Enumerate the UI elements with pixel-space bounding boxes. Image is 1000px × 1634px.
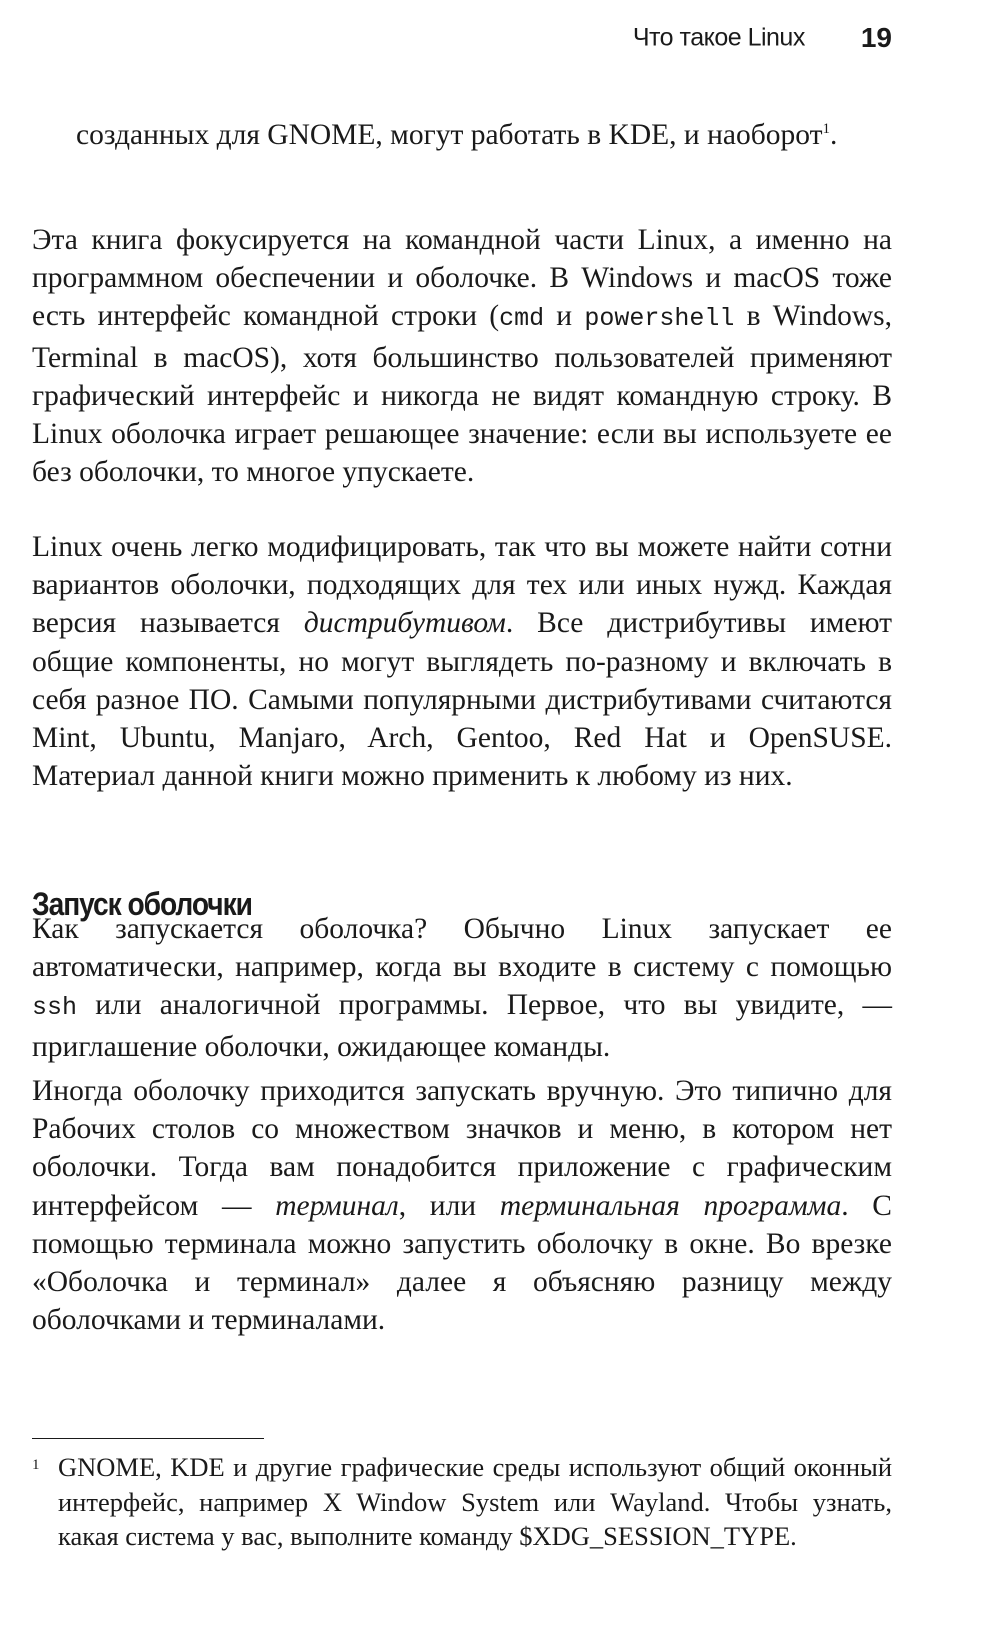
paragraph-1-text-a: Эта книга фокусируется на командной части Linux, а именно на программном обеспечении и оболочке. В Windows и macOS тоже есть интерфейс командной строки ( (32, 224, 892, 333)
paragraph-1 (32, 221, 892, 491)
footnote-mark: 1 (32, 1457, 40, 1473)
running-title: Что такое Linux (632, 23, 805, 52)
paragraph-3-text-a: Как запускается оболочка? Обычно Linux запускает ее автоматически, например, когда вы входите в систему с помощью (32, 913, 892, 984)
paragraph-4-text-a: Иногда оболочку приходится запускать вручную. Это типично для Рабочих столов со множеством значков и меню, в котором нет оболочки. Тогда вам понадобится приложение с графическим интерфейсом — (32, 1075, 892, 1222)
paragraph-1-text-b: и (544, 300, 585, 333)
paragraph-3 (32, 910, 892, 1066)
paragraph-1-text-c: в Windows, Terminal в macOS), хотя большинство пользователей применяют графический интерфейс и никогда не видят командную строку. В Linux оболочка играет решающее значение: если вы используете ее без оболочки, то многое упускаете. (32, 300, 892, 489)
footnote (32, 1450, 892, 1554)
term-terminal: терминал (275, 1189, 399, 1222)
continued-paragraph-text: созданных для GNOME, могут работать в KDE, и наоборот (76, 119, 823, 151)
page-number: 19 (860, 22, 892, 53)
continued-paragraph: созданных для GNOME, могут работать в KDE, и наоборот$^1$. (32, 116, 892, 154)
footnote-divider (32, 1438, 264, 1439)
term-distribution: дистрибутивом (303, 607, 506, 640)
paragraph-2-text-b: . Все дистрибутивы имеют общие компоненты, но могут выглядеть по-разному и включать в себя разное ПО. Самыми популярными дистрибутивами считаются Mint, Ubuntu, Manjaro, Arch, Gentoo, Red Hat и OpenSUSE. Материал данной книги можно применить к любому из них. (32, 607, 893, 793)
paragraph-3-text-b: или аналогичной программы. Первое, что вы увидите, — приглашение оболочки, ожидающее команды. (32, 989, 892, 1063)
footnote-reference: 1 (822, 121, 830, 138)
inline-code-ssh: ssh (32, 993, 78, 1023)
inline-code-cmd: cmd (499, 304, 545, 334)
paragraph-4-text-b: , или (398, 1189, 500, 1222)
paragraph-2 (32, 528, 892, 795)
paragraph-2-text-a: Linux очень легко модифицировать, так что вы можете найти сотни вариантов оболочки, подходящих для тех или иных нужд. Каждая версия называется (32, 531, 892, 640)
paragraph-4-text-c: . С помощью терминала можно запустить оболочку в окне. Во врезке «Оболочка и терминал» далее я объясняю разницу между оболочками и терминалами. (32, 1189, 892, 1337)
inline-code-powershell: powershell (584, 304, 735, 334)
running-header (0, 22, 892, 54)
section-heading: Запуск оболочки (32, 886, 252, 922)
term-terminal-program: терминальная программа (499, 1189, 842, 1222)
paragraph-4 (32, 1072, 892, 1339)
footnote-text: GNOME, KDE и другие графические среды используют общий оконный интерфейс, например X Window System или Wayland. Чтобы узнать, какая система у вас, выполните команду $XDG_SESSION_TYPE. (58, 1452, 892, 1551)
